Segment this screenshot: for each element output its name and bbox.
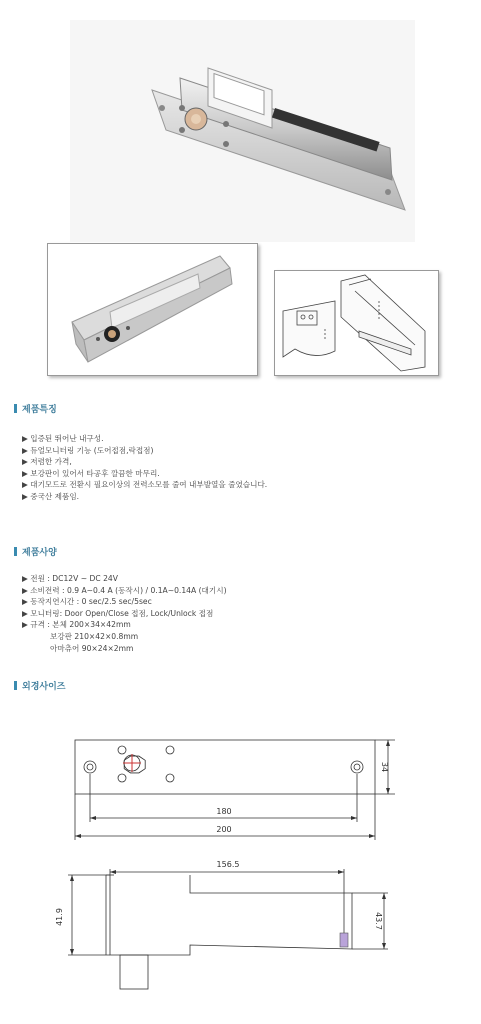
- features-title: 제품특징: [14, 402, 57, 415]
- right-height-label: 43.7: [374, 912, 383, 930]
- list-item: ▶ 모니터링: Door Open/Close 접점, Lock/Unlock 접점: [22, 608, 214, 618]
- length-label: 156.5: [216, 860, 240, 869]
- section-bar-icon: [14, 681, 17, 690]
- list-item: ▶ 동작지연시간 : 0 sec/2.5 sec/5sec: [22, 597, 152, 607]
- section-bar-icon: [14, 547, 17, 556]
- list-item: ▶ 입증된 뛰어난 내구성.: [22, 434, 104, 443]
- hole-spacing-label: 180: [216, 807, 232, 816]
- list-item: ▶ 소비전력 : 0.9 A~0.4 A (동작시) / 0.1A~0.14A (대기시): [22, 585, 227, 595]
- features-list: [22, 433, 267, 503]
- product-photo-angle: [47, 243, 258, 376]
- list-item: ▶ 규격 : 본체 200×34×42mm: [22, 620, 131, 630]
- left-height-label: 41.9: [55, 908, 64, 926]
- list-item: ▶ 듀얼모니터링 기능 (도어접점,락접점): [22, 445, 154, 455]
- list-item: ▶ 중국산 제품임.: [22, 491, 80, 501]
- installation-diagram: [274, 270, 439, 376]
- specs-list: [22, 573, 227, 654]
- list-item: ▶ 전원 : DC12V ~ DC 24V: [22, 574, 118, 583]
- section-bar-icon: [14, 404, 17, 413]
- height-label: 34: [380, 761, 389, 773]
- list-item: ▶ 저렴한 가격,: [22, 457, 72, 467]
- side-view-drawing: [40, 855, 400, 1020]
- top-view-drawing: [60, 730, 400, 860]
- list-item: ▶ 대기모드로 전환시 필요이상의 전력소모를 줄여 내부발열을 줄였습니다.: [22, 480, 268, 490]
- list-item: ▶ 보강판이 있어서 타공후 깔끔한 마무리.: [22, 468, 160, 478]
- list-item: 아마츄어 90×24×2mm: [50, 643, 134, 653]
- width-label: 200: [216, 825, 232, 834]
- product-photo-main: [70, 20, 415, 242]
- specs-title: 제품사양: [14, 545, 57, 558]
- dimensions-title: 외경사이즈: [14, 679, 65, 692]
- bolt-marker: [340, 933, 348, 947]
- list-item: 보강판 210×42×0.8mm: [50, 631, 139, 641]
